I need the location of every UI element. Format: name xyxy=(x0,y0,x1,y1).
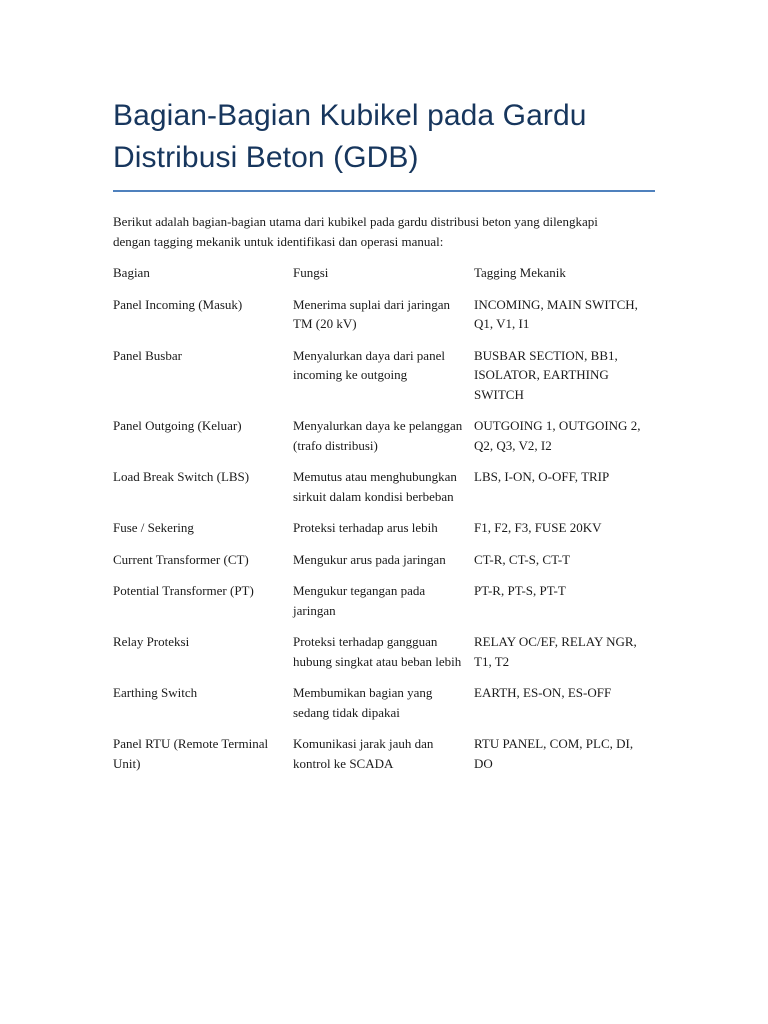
document-page xyxy=(113,0,655,785)
cell-tagging: RELAY OC/EF, RELAY NGR, T1, T2 xyxy=(474,634,637,669)
table-header-row xyxy=(113,263,655,295)
table-row xyxy=(113,346,655,417)
table-row xyxy=(113,550,655,582)
cell-bagian: Panel Incoming (Masuk) xyxy=(113,296,243,312)
cell-tagging: RTU PANEL, COM, PLC, DI, DO xyxy=(474,736,634,771)
cell-tagging: OUTGOING 1, OUTGOING 2, Q2, Q3, V2, I2 xyxy=(474,418,641,453)
table-row xyxy=(113,518,655,550)
cell-tagging: BUSBAR SECTION, BB1, ISOLATOR, EARTHING SWITCH xyxy=(474,347,618,402)
cell-fungsi: Mengukur tegangan pada jaringan xyxy=(293,583,426,618)
cell-tagging: LBS, I-ON, O-OFF, TRIP xyxy=(474,469,610,484)
cell-fungsi: Proteksi terhadap gangguan hubung singkat atau beban lebih xyxy=(293,634,462,669)
column-header-tagging: Tagging Mekanik xyxy=(474,265,566,280)
table-row xyxy=(113,581,655,632)
cell-fungsi: Menyalurkan daya dari panel incoming ke outgoing xyxy=(293,347,445,382)
title-divider xyxy=(113,190,655,192)
cell-fungsi: Menyalurkan daya ke pelanggan (trafo distribusi) xyxy=(293,418,463,453)
cell-bagian: Current Transformer (CT) xyxy=(113,551,249,567)
table-row xyxy=(113,295,655,346)
table-row xyxy=(113,734,655,785)
components-table xyxy=(113,263,655,785)
cell-tagging: INCOMING, MAIN SWITCH, Q1, V1, I1 xyxy=(474,296,638,331)
cell-bagian: Panel Busbar xyxy=(113,347,182,363)
cell-tagging: EARTH, ES-ON, ES-OFF xyxy=(474,685,612,700)
table-row xyxy=(113,416,655,467)
cell-bagian: Earthing Switch xyxy=(113,685,198,700)
column-header-fungsi: Fungsi xyxy=(293,265,329,280)
cell-fungsi: Proteksi terhadap arus lebih xyxy=(293,520,438,535)
cell-fungsi: Menerima suplai dari jaringan TM (20 kV) xyxy=(293,296,451,331)
cell-bagian: Potential Transformer (PT) xyxy=(113,583,254,598)
cell-bagian: Panel RTU (Remote Terminal Unit) xyxy=(113,736,269,771)
table-row xyxy=(113,467,655,518)
cell-fungsi: Mengukur arus pada jaringan xyxy=(293,551,446,567)
cell-tagging: PT-R, PT-S, PT-T xyxy=(474,583,566,598)
page-title: Bagian-Bagian Kubikel pada Gardu Distribusi Beton (GDB) xyxy=(113,99,587,174)
cell-fungsi: Memutus atau menghubungkan sirkuit dalam kondisi berbeban xyxy=(293,469,457,504)
cell-tagging: F1, F2, F3, FUSE 20KV xyxy=(474,520,602,535)
cell-tagging: CT-R, CT-S, CT-T xyxy=(474,551,571,567)
cell-bagian: Load Break Switch (LBS) xyxy=(113,469,250,484)
cell-bagian: Panel Outgoing (Keluar) xyxy=(113,418,242,433)
cell-fungsi: Membumikan bagian yang sedang tidak dipakai xyxy=(293,685,433,720)
cell-bagian: Fuse / Sekering xyxy=(113,520,194,535)
column-header-bagian: Bagian xyxy=(113,265,150,280)
table-row xyxy=(113,683,655,734)
table-row xyxy=(113,632,655,683)
cell-fungsi: Komunikasi jarak jauh dan kontrol ke SCADA xyxy=(293,736,434,771)
intro-paragraph: Berikut adalah bagian-bagian utama dari kubikel pada gardu distribusi beton yang dilengkapi dengan tagging mekanik untuk identifikasi dan operasi manual: xyxy=(113,214,598,249)
cell-bagian: Relay Proteksi xyxy=(113,634,190,649)
